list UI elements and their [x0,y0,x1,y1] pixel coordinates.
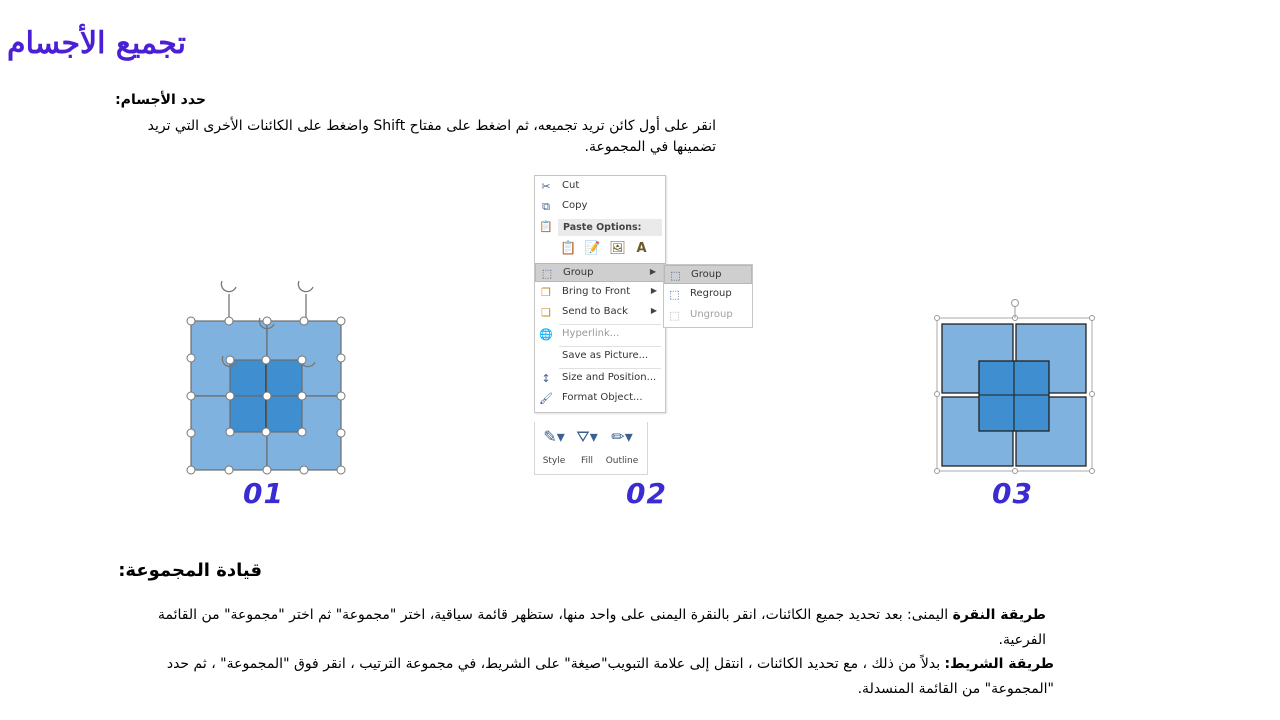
submenu-arrow-icon: ▶ [649,267,656,276]
style-icon: ✎▾ [543,427,565,446]
ribbon-method-text: بدلاً من ذلك ، مع تحديد الكائنات ، انتقل إلى علامة التبويب"صيغة" على الشريط، في مجموعة الترتيب ، انقر فوق "المجموعة" ، ثم حدد "المجموعة" من القائمة المنسدلة. [166,656,1054,697]
style-button[interactable]: ✎▾ Style [537,426,571,466]
paste-destination-icon[interactable]: 📝 [584,241,601,256]
mini-toolbar [534,422,648,475]
scissors-icon: ✂ [541,180,551,193]
paste-options-header: Paste Options: [558,219,662,236]
format-object-icon: 🖌 [539,392,553,405]
right-click-method-paragraph [110,603,1046,653]
menu-item-cut[interactable]: ✂ Cut [535,177,665,196]
caption-02: 02 [626,477,667,510]
ungroup-icon: ⬚ [669,309,680,322]
outline-button[interactable]: ✏▾ Outline [605,427,639,466]
select-objects-heading: حدد الأجسام: [115,92,206,108]
menu-item-group[interactable]: ⬚ Group ▶ [535,263,665,282]
menu-item-send-to-back[interactable]: ❏ Send to Back ▶ [535,303,665,322]
outline-pen-icon: ✏▾ [611,427,633,446]
grouped-shapes-illustration [930,296,1100,478]
selected-shapes-illustration [180,272,356,480]
group-icon: ⬚ [670,269,681,282]
menu-item-bring-to-front[interactable]: ❐ Bring to Front ▶ [535,283,665,302]
menu-item-copy[interactable]: ⧉ Copy [535,197,665,216]
page-title: تجميع الأجسام [7,26,186,61]
fill-bucket-icon: ⛛▾ [576,427,598,446]
paste-picture-icon[interactable]: 🖼 [609,241,626,256]
right-click-method-text: اليمنى: بعد تحديد جميع الكائنات، انقر بالنقرة اليمنى على واحد منها، ستظهر قائمة سياقية، اختر "مجموعة" ثم اختر "مجموعة" من القائمة الفرعية. [158,607,1046,648]
menu-item-hyperlink[interactable]: 🌐 Hyperlink... [539,328,620,341]
submenu-item-regroup[interactable]: ⬚ Regroup [664,285,752,304]
paste-text-icon[interactable]: A [636,241,647,256]
send-to-back-icon: ❏ [541,306,551,319]
hyperlink-icon: 🌐 [539,328,553,341]
menu-item-size-and-position[interactable]: ↕ Size and Position... [535,369,665,388]
lead-group-heading: قيادة المجموعة: [118,560,262,581]
caption-03: 03 [992,477,1033,510]
submenu-item-group[interactable]: ⬚ Group [664,265,752,284]
fill-button[interactable]: ⛛▾ Fill [570,426,604,466]
menu-item-save-as-picture[interactable]: Save as Picture... [562,350,649,361]
ribbon-method-label: طريقة الشريط: [944,656,1054,672]
regroup-icon: ⬚ [669,288,680,301]
copy-icon: ⧉ [542,200,550,213]
menu-item-format-object[interactable]: 🖌 Format Object... [539,392,643,405]
bring-to-front-icon: ❐ [541,286,551,299]
right-click-method-label: طريقة النقرة [952,607,1046,623]
paste-keep-source-icon[interactable]: 📋 [560,241,577,256]
ribbon-method-paragraph [110,652,1054,702]
size-position-icon: ↕ [541,372,551,385]
submenu-item-ungroup[interactable]: ⬚ Ungroup [664,306,752,325]
submenu-arrow-icon: ▶ [650,306,657,315]
group-icon: ⬚ [541,267,553,280]
caption-01: 01 [243,477,284,510]
clipboard-icon: 📋 [539,220,553,233]
submenu-arrow-icon: ▶ [650,286,657,295]
select-objects-text: انقر على أول كائن تريد تجميعه، ثم اضغط على مفتاح Shift واضغط على الكائنات الأخرى التي تريد تضمينها في المجموعة. [147,118,716,155]
context-menu [534,175,666,413]
group-submenu [663,264,753,328]
